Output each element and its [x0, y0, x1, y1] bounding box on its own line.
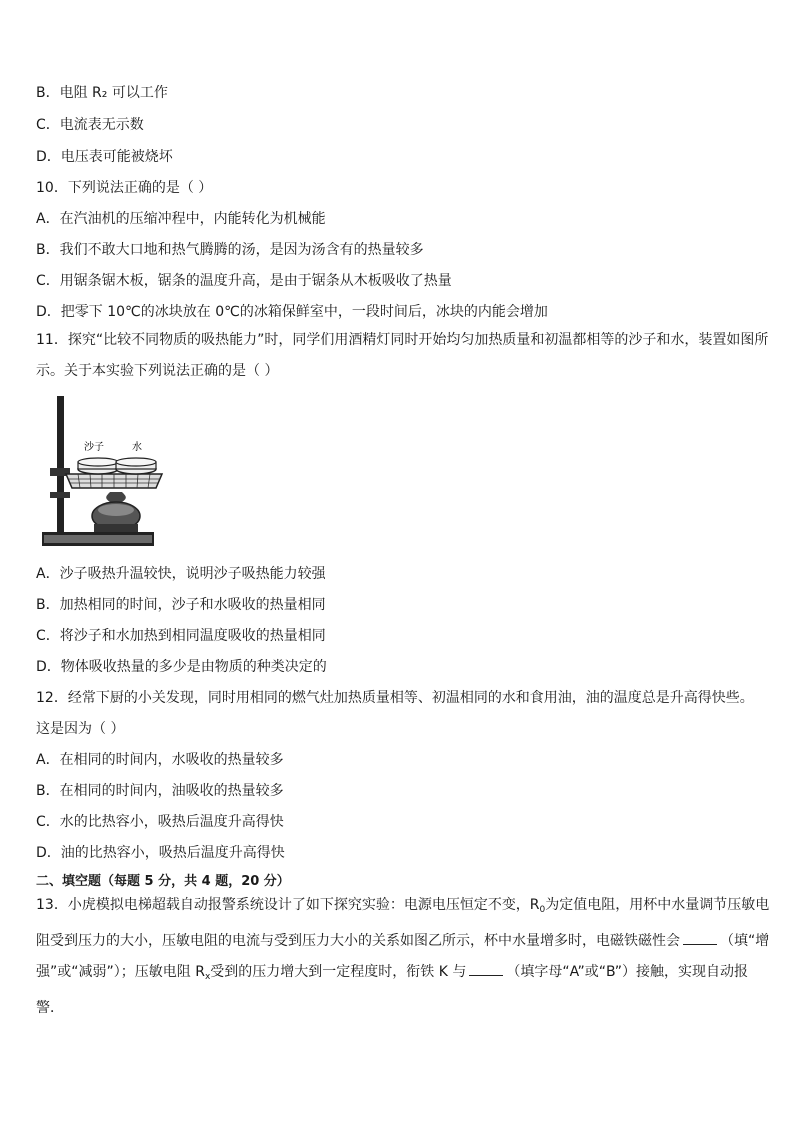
q12-option-b: B．在相同的时间内，油吸收的热量较多 — [36, 783, 284, 799]
question-12-cont: 这是因为（ ） — [36, 721, 125, 737]
q9-option-d: D．电压表可能被烧坏 — [36, 149, 173, 165]
q13-text-2: 为定值电阻，用杯中水量调节压敏电阻受到压力的大小，压敏电阻的电流与受到压力大小的关系如图乙所示，杯中水量增多时，电磁铁磁性会 — [36, 897, 770, 949]
wire-gauze — [66, 474, 162, 488]
q13-subscript-0: 0 — [539, 905, 546, 915]
answer-blank-2[interactable] — [469, 963, 503, 976]
q10-option-b: B．我们不敢大口地和热气腾腾的汤，是因为汤含有的热量较多 — [36, 242, 424, 258]
question-11: 11．探究“比较不同物质的吸热能力”时，同学们用酒精灯同时开始均匀加热质量和初温都相等的沙子和水，装置如图所示。关于本实验下列说法正确的是（ ） — [36, 332, 769, 379]
q13-text-5: （填字母“A”或“B”）接触，实现自动报警． — [36, 964, 749, 1016]
q11-option-d: D．物体吸收热量的多少是由物质的种类决定的 — [36, 659, 327, 675]
question-10: 10．下列说法正确的是（ ） — [36, 180, 213, 196]
water-label: 水 — [132, 442, 142, 453]
question-12: 12．经常下厨的小关发现，同时用相同的燃气灶加热质量相等、初温相同的水和食用油，油的温度总是升高得快些。 — [36, 690, 754, 706]
stand-rod — [57, 396, 64, 534]
q10-option-c: C．用锯条锯木板，锯条的温度升高，是由于锯条从木板吸收了热量 — [36, 273, 452, 289]
q9-option-b: B．电阻 R₂ 可以工作 — [36, 85, 168, 101]
q10-option-d: D．把零下 10℃的冰块放在 0℃的冰箱保鲜室中，一段时间后，冰块的内能会增加 — [36, 304, 548, 320]
q10-option-a: A．在汽油机的压缩冲程中，内能转化为机械能 — [36, 211, 326, 227]
q12-option-a: A．在相同的时间内，水吸收的热量较多 — [36, 752, 284, 768]
answer-blank-1[interactable] — [683, 932, 717, 945]
question-13 — [36, 890, 776, 1024]
q12-option-d: D．油的比热容小，吸热后温度升高得快 — [36, 845, 285, 861]
experiment-figure — [36, 392, 166, 552]
q9-option-c: C．电流表无示数 — [36, 117, 144, 133]
q13-text-3: （填“增强”或“减弱”）；压敏电阻 R — [36, 933, 770, 980]
q12-option-c: C．水的比热容小，吸热后温度升高得快 — [36, 814, 284, 830]
section-title-fill-in: 二、填空题（每题 5 分，共 4 题，20 分） — [36, 874, 290, 889]
q13-text-1: 13．小虎模拟电梯超载自动报警系统设计了如下探究实验：电源电压恒定不变，R — [36, 897, 540, 913]
q11-option-a: A．沙子吸热升温较快，说明沙子吸热能力较强 — [36, 566, 326, 582]
q13-text-4: 受到的压力增大到一定程度时，衔铁 K 与 — [210, 964, 467, 980]
q11-option-c: C．将沙子和水加热到相同温度吸收的热量相同 — [36, 628, 326, 644]
q11-option-b: B．加热相同的时间，沙子和水吸收的热量相同 — [36, 597, 326, 613]
sand-label: 沙子 — [84, 442, 104, 453]
q13-subscript-x: x — [204, 972, 211, 982]
alcohol-lamp — [92, 492, 140, 532]
